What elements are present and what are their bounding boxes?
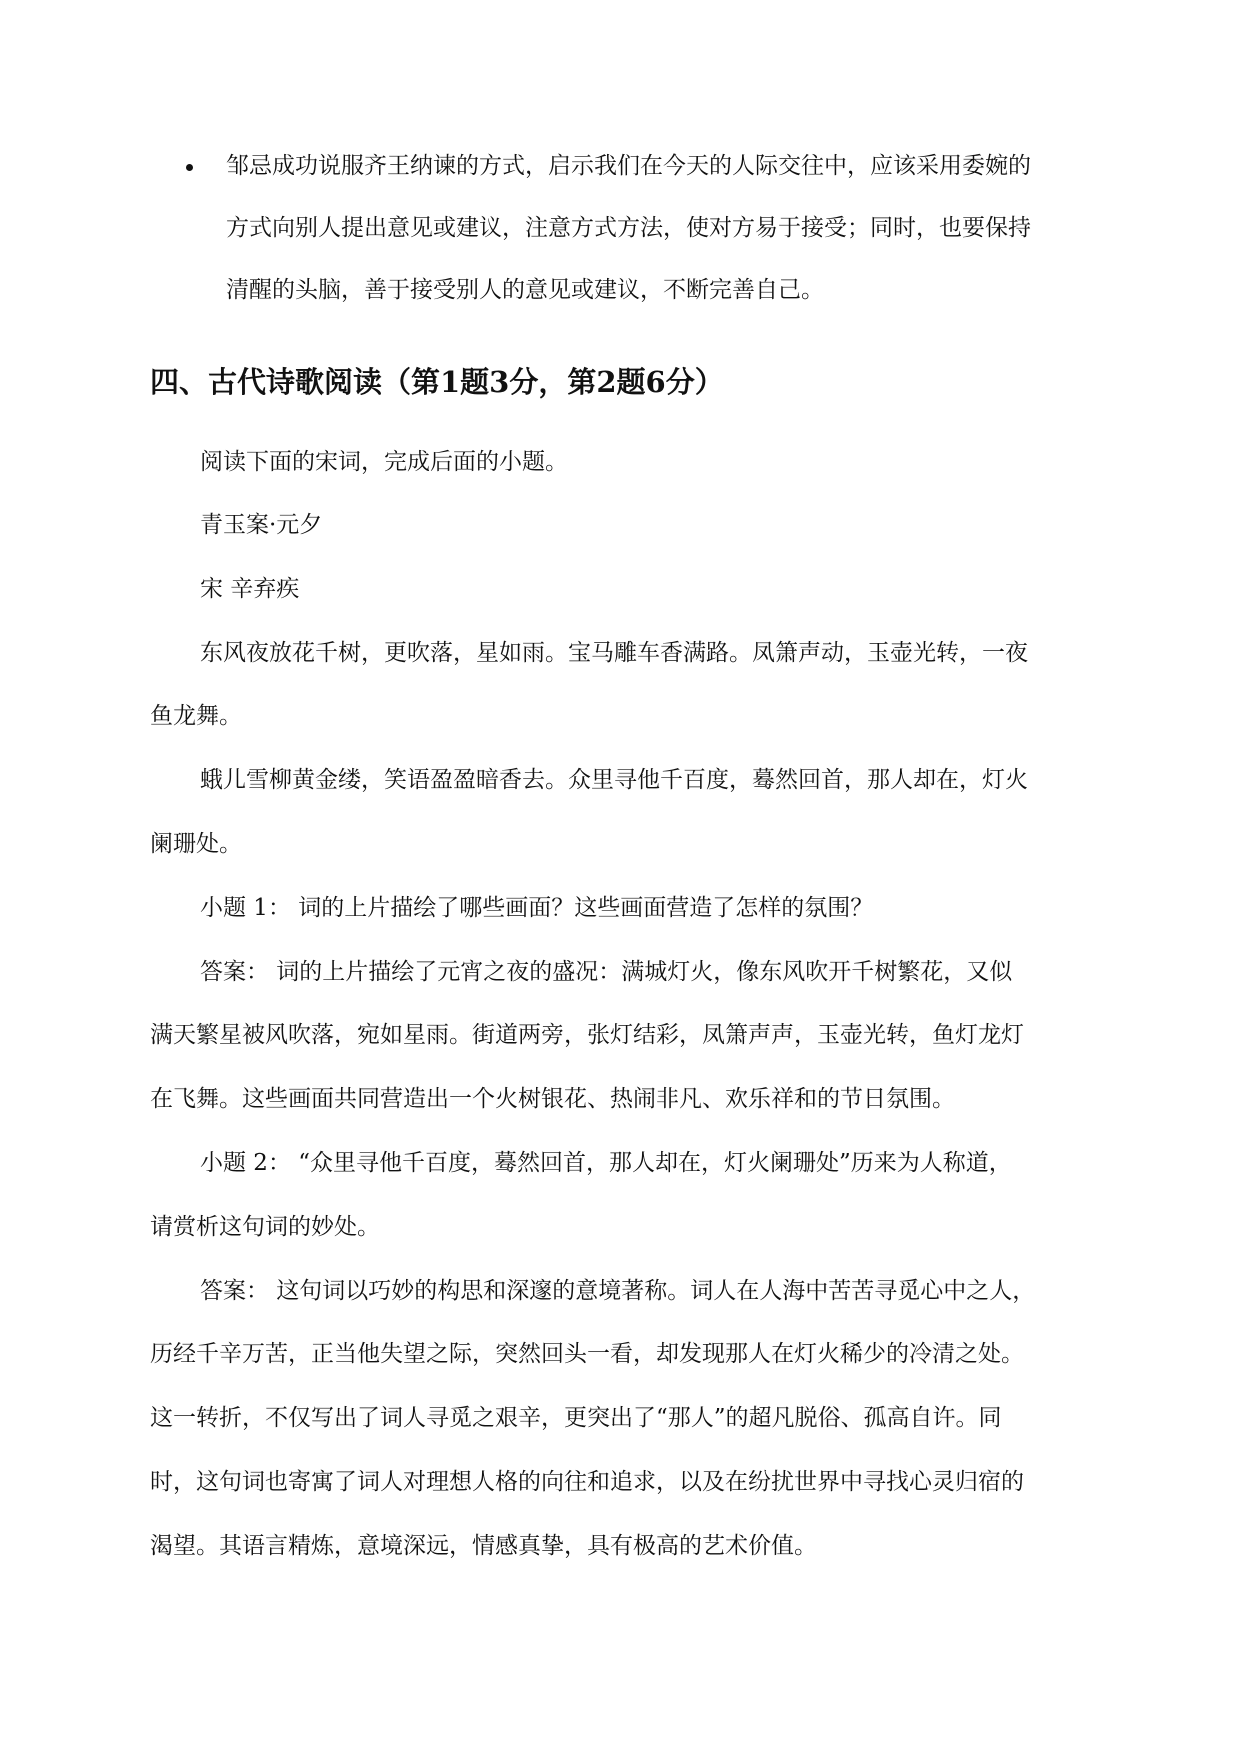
bullet-dot-icon xyxy=(186,164,193,171)
poem-stanza-line: 阑珊处。 xyxy=(150,831,242,857)
poem-stanza-line: 蛾儿雪柳黄金缕，笑语盈盈暗香去。众里寻他千百度，蓦然回首，那人却在，灯火 xyxy=(200,767,1028,793)
bullet-text-line: 清醒的头脑，善于接受别人的意见或建议，不断完善自己。 xyxy=(226,277,824,303)
answer-2-line: 答案： 这句词以巧妙的构思和深邃的意境著称。词人在人海中苦苦寻觅心中之人， xyxy=(200,1278,1036,1304)
answer-1-line: 满天繁星被风吹落，宛如星雨。街道两旁，张灯结彩，凤箫声声，玉壶光转，鱼灯龙灯 xyxy=(150,1022,1024,1048)
bullet-text-line: 邹忌成功说服齐王纳谏的方式，启示我们在今天的人际交往中，应该采用委婉的 xyxy=(226,153,1031,179)
question-2-line: 请赏析这句词的妙处。 xyxy=(150,1214,380,1240)
poem-stanza-line: 鱼龙舞。 xyxy=(150,703,242,729)
answer-2-line: 时，这句词也寄寓了词人对理想人格的向往和追求，以及在纷扰世界中寻找心灵归宿的 xyxy=(150,1469,1024,1495)
answer-1-line: 答案： 词的上片描绘了元宵之夜的盛况：满城灯火，像东风吹开千树繁花，又似 xyxy=(200,959,1013,985)
section-heading: 四、古代诗歌阅读（第1题3分，第2题6分） xyxy=(150,365,724,399)
answer-2-line: 这一转折，不仅写出了词人寻觅之艰辛，更突出了“那人”的超凡脱俗、孤高自许。同 xyxy=(150,1405,1002,1431)
instruction-text: 阅读下面的宋词，完成后面的小题。 xyxy=(200,449,568,475)
question-1: 小题 1： 词的上片描绘了哪些画面？这些画面营造了怎样的氛围？ xyxy=(200,895,874,921)
answer-1-line: 在飞舞。这些画面共同营造出一个火树银花、热闹非凡、欢乐祥和的节日氛围。 xyxy=(150,1086,955,1112)
answer-2-line: 历经千辛万苦，正当他失望之际，突然回头一看，却发现那人在灯火稀少的冷清之处。 xyxy=(150,1341,1024,1367)
answer-2-line: 渴望。其语言精炼，意境深远，情感真挚，具有极高的艺术价值。 xyxy=(150,1533,817,1559)
poem-stanza-line: 东风夜放花千树，更吹落，星如雨。宝马雕车香满路。凤箫声动，玉壶光转，一夜 xyxy=(200,640,1028,666)
poem-author: 宋 辛弃疾 xyxy=(200,576,300,602)
bullet-text-line: 方式向别人提出意见或建议，注意方式方法，使对方易于接受；同时，也要保持 xyxy=(226,215,1031,241)
question-2-line: 小题 2： “众里寻他千百度，蓦然回首，那人却在，灯火阑珊处”历来为人称道， xyxy=(200,1150,1012,1176)
poem-title: 青玉案·元夕 xyxy=(200,512,323,538)
